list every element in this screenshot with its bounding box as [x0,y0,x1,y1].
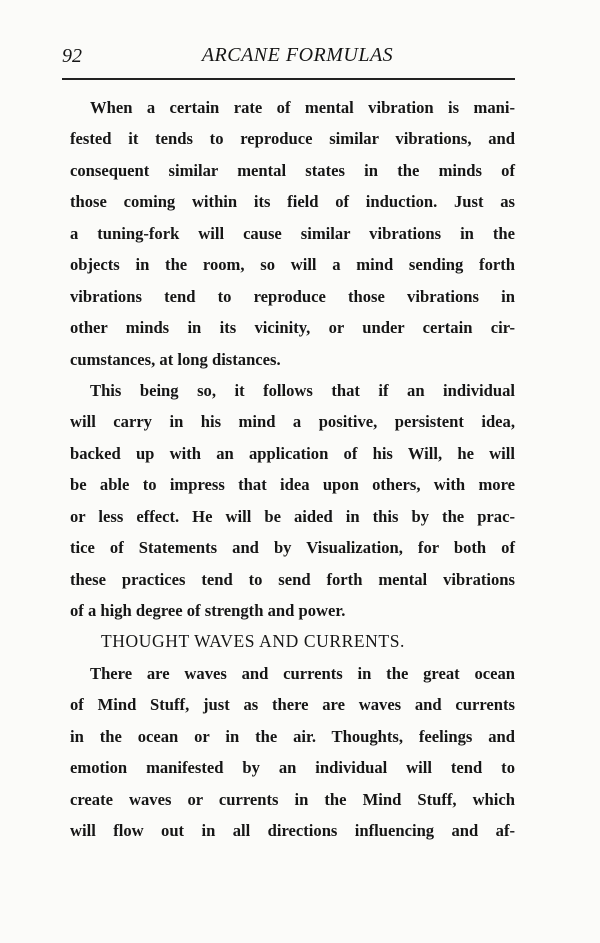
text-line: consequent similar mental states in the minds of [70,160,515,180]
text-line: these practices tend to send forth mental vibrations [70,569,515,589]
text-line: will carry in his mind a positive, persistent idea, [70,412,515,432]
text-line: When a certain rate of mental vibration is mani- [90,98,515,117]
text-line: backed up with an application of his Will, he will [70,443,515,463]
section-heading: THOUGHT WAVES AND CURRENTS. [101,631,406,652]
text-line: create waves or currents in the Mind Stuff, which [70,789,515,809]
text-line: fested it tends to reproduce similar vibrations, and [70,129,515,149]
paragraph [70,92,515,375]
text-line: a tuning-fork will cause similar vibrations in the [70,223,515,243]
text-line: in the ocean or in the air. Thoughts, feelings and [70,726,515,746]
text-line: be able to impress that idea upon others, with more [70,475,515,495]
text-line: vibrations tend to reproduce those vibrations in [70,286,515,306]
text-line: There are waves and currents in the great ocean [90,663,515,683]
text-line: of a high degree of strength and power. [70,601,346,620]
page-number: 92 [62,45,82,67]
paragraph [70,658,515,847]
text-line: other minds in its vicinity, or under certain cir- [70,318,515,338]
text-line: or less effect. He will be aided in this by the prac- [70,506,515,526]
running-title: ARCANE FORMULAS [201,44,394,66]
text-line: will flow out in all directions influencing and af- [70,821,515,841]
page-body [70,92,515,847]
text-line: those coming within its field of induction. Just as [70,192,515,212]
text-line: emotion manifested by an individual will tend to [70,758,515,778]
text-line: of Mind Stuff, just as there are waves and currents [70,695,515,715]
text-line: tice of Statements and by Visualization, for both of [70,538,515,558]
text-line: cumstances, at long distances. [70,349,281,369]
text-line: This being so, it follows that if an individual [90,380,515,400]
header-rule [62,78,515,80]
text-line: objects in the room, so will a mind sending forth [70,255,515,275]
paragraph [70,375,515,627]
